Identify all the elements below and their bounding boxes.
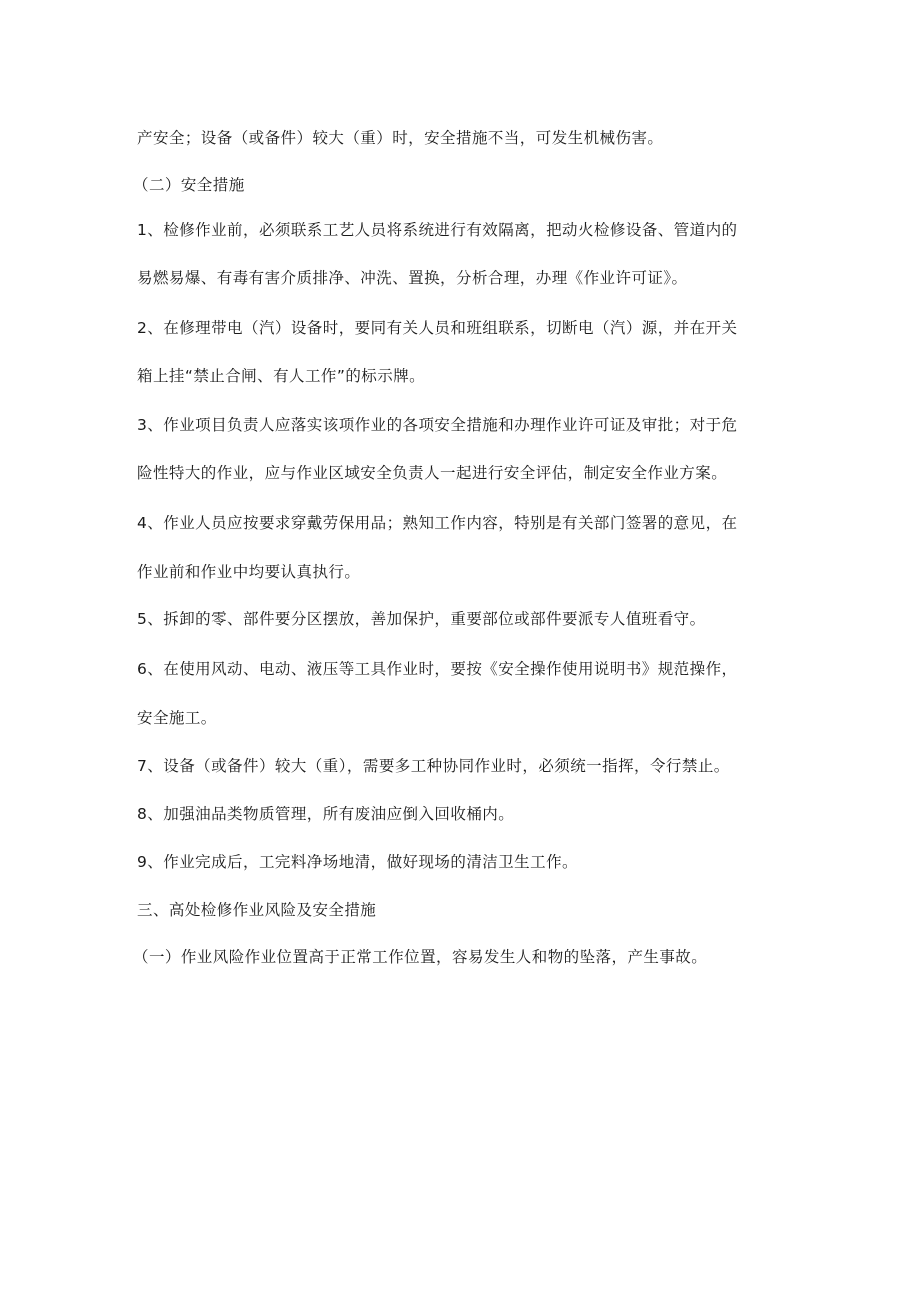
subsection-heading: （一）作业风险作业位置高于正常工作位置，容易发生人和物的坠落，产生事故。: [133, 948, 708, 966]
list-item-line: 1、检修作业前，必须联系工艺人员将系统进行有效隔离，把动火检修设备、管道内的: [137, 221, 738, 239]
section-heading: （二）安全措施: [133, 176, 245, 194]
section-heading: 三、高处检修作业风险及安全措施: [137, 901, 377, 919]
list-item-line: 险性特大的作业，应与作业区域安全负责人一起进行安全评估，制定安全作业方案。: [137, 464, 728, 482]
list-item-line: 5、拆卸的零、部件要分区摆放，善加保护，重要部位或部件要派专人值班看守。: [137, 610, 706, 628]
list-item-line: 7、设备（或备件）较大（重），需要多工种协同作业时，必须统一指挥，令行禁止。: [137, 757, 730, 775]
list-item-line: 3、作业项目负责人应落实该项作业的各项安全措施和办理作业许可证及审批；对于危: [137, 416, 738, 434]
list-item-line: 箱上挂“禁止合闸、有人工作”的标示牌。: [137, 367, 426, 385]
list-item-line: 8、加强油品类物质管理，所有废油应倒入回收桶内。: [137, 805, 515, 823]
list-item-line: 易燃易爆、有毒有害介质排净、冲洗、置换，分析合理，办理《作业许可证》。: [137, 269, 688, 287]
list-item-line: 4、作业人员应按要求穿戴劳保用品；熟知工作内容，特别是有关部门签署的意见，在: [137, 514, 738, 532]
list-item-line: 作业前和作业中均要认真执行。: [137, 563, 361, 581]
list-item-line: 2、在修理带电（汽）设备时，要同有关人员和班组联系，切断电（汽）源，并在开关: [137, 319, 738, 337]
list-item-line: 9、作业完成后，工完料净场地清，做好现场的清洁卫生工作。: [137, 853, 578, 871]
list-item-line: 6、在使用风动、电动、液压等工具作业时，要按《安全操作使用说明书》规范操作，: [137, 660, 738, 678]
text-line: 产安全；设备（或备件）较大（重）时，安全措施不当，可发生机械伤害。: [137, 129, 664, 147]
list-item-line: 安全施工。: [137, 709, 217, 727]
